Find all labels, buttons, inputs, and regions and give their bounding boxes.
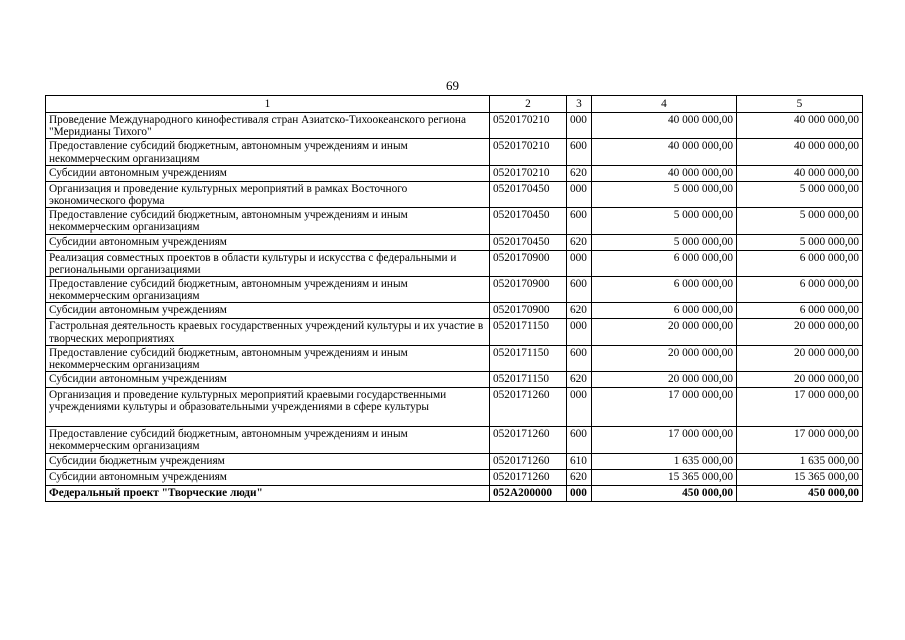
row-code-cell: 0520170450 — [490, 234, 567, 250]
row-name-cell: Субсидии автономным учреждениям — [46, 234, 490, 250]
table-row — [46, 113, 863, 139]
row-name-cell: Субсидии автономным учреждениям — [46, 469, 490, 485]
row-amount-cell: 20 000 000,00 — [592, 372, 737, 388]
row-expense-type-cell: 600 — [567, 208, 592, 234]
row-name-cell: Субсидии бюджетным учреждениям — [46, 453, 490, 469]
table-row — [46, 208, 863, 234]
row-code-cell: 0520170900 — [490, 277, 567, 303]
row-expense-type-cell: 000 — [567, 250, 592, 276]
row-expense-type-cell: 600 — [567, 427, 592, 453]
row-amount-cell: 20 000 000,00 — [737, 372, 863, 388]
row-amount-cell: 5 000 000,00 — [592, 234, 737, 250]
row-amount-cell: 17 000 000,00 — [592, 427, 737, 453]
row-name-cell: Субсидии автономным учреждениям — [46, 303, 490, 319]
table-row — [46, 453, 863, 469]
row-expense-type-cell: 620 — [567, 372, 592, 388]
row-name-cell: Предоставление субсидий бюджетным, автономным учреждениям и иным некоммерческим организациям — [46, 345, 490, 371]
row-code-cell: 0520171150 — [490, 319, 567, 345]
row-amount-cell: 20 000 000,00 — [737, 345, 863, 371]
row-code-cell: 0520171260 — [490, 469, 567, 485]
row-amount-cell: 5 000 000,00 — [592, 208, 737, 234]
row-code-cell: 0520170210 — [490, 165, 567, 181]
row-amount-cell: 17 000 000,00 — [737, 388, 863, 427]
table-row — [46, 485, 863, 501]
row-expense-type-cell: 000 — [567, 319, 592, 345]
row-code-cell: 0520170210 — [490, 139, 567, 165]
row-amount-cell: 6 000 000,00 — [737, 303, 863, 319]
row-code-cell: 0520171260 — [490, 388, 567, 427]
row-amount-cell: 450 000,00 — [737, 485, 863, 501]
row-amount-cell: 6 000 000,00 — [737, 250, 863, 276]
row-name-cell: Субсидии автономным учреждениям — [46, 372, 490, 388]
row-expense-type-cell: 620 — [567, 469, 592, 485]
row-name-cell: Предоставление субсидий бюджетным, автономным учреждениям и иным некоммерческим организациям — [46, 277, 490, 303]
column-header-5: 5 — [737, 96, 863, 113]
row-name-cell: Гастрольная деятельность краевых государственных учреждений культуры и их участие в творческих мероприятиях — [46, 319, 490, 345]
row-code-cell: 0520170210 — [490, 113, 567, 139]
row-amount-cell: 6 000 000,00 — [737, 277, 863, 303]
row-expense-type-cell: 600 — [567, 139, 592, 165]
row-expense-type-cell: 610 — [567, 453, 592, 469]
row-amount-cell: 6 000 000,00 — [592, 250, 737, 276]
row-amount-cell: 40 000 000,00 — [737, 165, 863, 181]
row-amount-cell: 5 000 000,00 — [737, 208, 863, 234]
page-number: 69 — [446, 78, 459, 93]
row-amount-cell: 20 000 000,00 — [737, 319, 863, 345]
row-amount-cell: 6 000 000,00 — [592, 303, 737, 319]
row-amount-cell: 450 000,00 — [592, 485, 737, 501]
row-amount-cell: 40 000 000,00 — [592, 165, 737, 181]
row-name-cell: Организация и проведение культурных мероприятий в рамках Восточного экономического форума — [46, 181, 490, 207]
row-expense-type-cell: 620 — [567, 165, 592, 181]
row-code-cell: 0520171260 — [490, 453, 567, 469]
column-header-2: 2 — [490, 96, 567, 113]
row-amount-cell: 5 000 000,00 — [737, 234, 863, 250]
table-row — [46, 372, 863, 388]
row-amount-cell: 20 000 000,00 — [592, 319, 737, 345]
table-row — [46, 388, 863, 427]
row-code-cell: 052A200000 — [490, 485, 567, 501]
row-amount-cell: 17 000 000,00 — [592, 388, 737, 427]
row-expense-type-cell: 000 — [567, 485, 592, 501]
table-row — [46, 427, 863, 453]
table-row — [46, 234, 863, 250]
row-amount-cell: 6 000 000,00 — [592, 277, 737, 303]
row-amount-cell: 20 000 000,00 — [592, 345, 737, 371]
column-header-4: 4 — [592, 96, 737, 113]
row-amount-cell: 1 635 000,00 — [592, 453, 737, 469]
table-row — [46, 277, 863, 303]
row-name-cell: Субсидии автономным учреждениям — [46, 165, 490, 181]
table-row — [46, 469, 863, 485]
row-name-cell: Проведение Международного кинофестиваля стран Азиатско-Тихоокеанского региона "Меридианы Тихого" — [46, 113, 490, 139]
row-code-cell: 0520171260 — [490, 427, 567, 453]
row-amount-cell: 40 000 000,00 — [737, 113, 863, 139]
column-header-3: 3 — [567, 96, 592, 113]
table-row — [46, 139, 863, 165]
row-code-cell: 0520170900 — [490, 303, 567, 319]
column-header-1: 1 — [46, 96, 490, 113]
row-name-cell: Предоставление субсидий бюджетным, автономным учреждениям и иным некоммерческим организациям — [46, 427, 490, 453]
row-name-cell: Федеральный проект "Творческие люди" — [46, 485, 490, 501]
row-code-cell: 0520170450 — [490, 181, 567, 207]
row-amount-cell: 15 365 000,00 — [737, 469, 863, 485]
row-code-cell: 0520170900 — [490, 250, 567, 276]
table-row — [46, 319, 863, 345]
row-amount-cell: 15 365 000,00 — [592, 469, 737, 485]
budget-table — [45, 95, 863, 502]
row-amount-cell: 40 000 000,00 — [592, 113, 737, 139]
row-name-cell: Реализация совместных проектов в области культуры и искусства с федеральными и региональными организациями — [46, 250, 490, 276]
row-name-cell: Предоставление субсидий бюджетным, автономным учреждениям и иным некоммерческим организациям — [46, 208, 490, 234]
row-name-cell: Организация и проведение культурных мероприятий краевыми государственными учреждениями культуры и образовательными учреждениями в сфере культуры — [46, 388, 490, 427]
row-expense-type-cell: 000 — [567, 388, 592, 427]
table-row — [46, 181, 863, 207]
table-row — [46, 165, 863, 181]
row-amount-cell: 5 000 000,00 — [592, 181, 737, 207]
row-amount-cell: 17 000 000,00 — [737, 427, 863, 453]
row-expense-type-cell: 000 — [567, 181, 592, 207]
row-expense-type-cell: 000 — [567, 113, 592, 139]
row-code-cell: 0520171150 — [490, 372, 567, 388]
row-code-cell: 0520171150 — [490, 345, 567, 371]
table-row — [46, 345, 863, 371]
row-expense-type-cell: 600 — [567, 345, 592, 371]
row-name-cell: Предоставление субсидий бюджетным, автономным учреждениям и иным некоммерческим организациям — [46, 139, 490, 165]
row-expense-type-cell: 600 — [567, 277, 592, 303]
table-row — [46, 303, 863, 319]
row-amount-cell: 1 635 000,00 — [737, 453, 863, 469]
row-expense-type-cell: 620 — [567, 234, 592, 250]
row-expense-type-cell: 620 — [567, 303, 592, 319]
table-row — [46, 250, 863, 276]
row-code-cell: 0520170450 — [490, 208, 567, 234]
row-amount-cell: 40 000 000,00 — [737, 139, 863, 165]
row-amount-cell: 5 000 000,00 — [737, 181, 863, 207]
table-header-row — [46, 96, 863, 113]
row-amount-cell: 40 000 000,00 — [592, 139, 737, 165]
